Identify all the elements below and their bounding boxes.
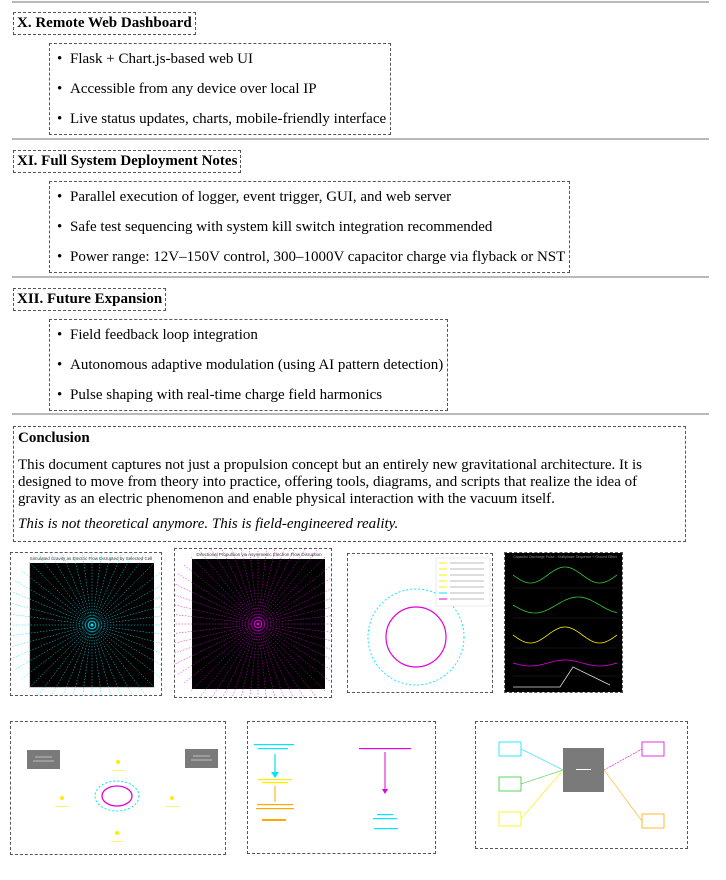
emitter-dots — [60, 760, 174, 835]
top-right-label — [359, 748, 411, 749]
node-top-left — [499, 742, 521, 756]
list-item: • Safe test sequencing with system kill switch integration recommended — [50, 212, 565, 242]
arrow-head — [271, 772, 279, 778]
conclusion-box — [13, 426, 686, 542]
signal-flow-diagram — [248, 722, 435, 853]
section-rule — [12, 138, 709, 140]
device-box-right — [185, 749, 218, 768]
list-item: • Accessible from any device over local IP — [50, 74, 386, 104]
plot-background — [505, 553, 622, 692]
figure-discharge-pulse — [504, 552, 623, 693]
bullet-list — [49, 43, 391, 135]
section-title-box — [13, 288, 166, 311]
legend-label — [450, 575, 484, 576]
arrow-head — [382, 789, 388, 794]
field-rings-plot — [348, 554, 492, 692]
discharge-pulse-plot — [505, 553, 622, 692]
radial-flow-plot — [11, 553, 161, 695]
figure-title: Capacitor Discharge Pulse - Multiphase Sequence + Ground Effect — [513, 555, 617, 559]
inner-field-ring — [102, 786, 132, 806]
figure-signal-flow — [247, 721, 436, 854]
figure-radial-flow — [10, 552, 162, 696]
device-box-left — [27, 750, 60, 769]
figure-title: Simulated Gravity as Electric Flow Disrupted by Selected Cell — [29, 556, 153, 561]
hub-network-diagram — [476, 722, 687, 848]
legend-label — [450, 599, 484, 600]
figure-device-layout — [10, 721, 226, 855]
list-item: • Flask + Chart.js-based web UI — [50, 44, 386, 74]
list-item: • Field feedback loop integration — [50, 320, 443, 350]
node-middle-left — [499, 777, 521, 791]
figure-directional-propulsion — [174, 548, 332, 698]
list-item: • Power range: 12V–150V control, 300–1000V capacitor charge via flyback or NST — [50, 242, 565, 272]
top-rule — [12, 1, 709, 3]
legend — [436, 558, 490, 606]
list-item: • Parallel execution of logger, event trigger, GUI, and web server — [50, 182, 565, 212]
legend-label — [450, 563, 484, 564]
conclusion-title: Conclusion — [18, 430, 90, 446]
middle-left-label — [258, 779, 292, 783]
bullet-list — [49, 181, 570, 273]
section-rule — [12, 413, 709, 415]
figure-hub-network — [475, 721, 688, 849]
node-bottom-right — [642, 814, 664, 828]
legend-label — [450, 587, 484, 588]
legend-label — [450, 569, 484, 570]
directional-propulsion-plot — [175, 549, 331, 697]
section-title-box — [13, 150, 241, 173]
conclusion-body: This document captures not just a propulsion concept but an entirely new gravitational architecture. It is designed to move from theory into practice, offering tools, diagrams, and scripts that realize the idea of gravity as an electric phenomenon and enable physical interaction with the vacuum itself. — [18, 457, 642, 507]
conclusion-italic: This is not theoretical anymore. This is field-engineered reality. — [18, 516, 399, 532]
legend-label — [450, 593, 484, 594]
section-title: X. Remote Web Dashboard — [17, 15, 192, 31]
section-rule — [12, 276, 709, 278]
section-title: XI. Full System Deployment Notes — [17, 153, 238, 169]
section-title-box — [13, 12, 196, 35]
device-layout-diagram — [11, 722, 225, 854]
bottom-left-label — [256, 804, 294, 821]
figure-field-rings — [347, 553, 493, 693]
inner-ring — [386, 607, 446, 667]
node-bottom-left — [499, 812, 521, 826]
bottom-right-label — [373, 814, 398, 829]
central-hub-label — [576, 769, 591, 770]
top-left-label — [254, 744, 294, 749]
bullet-list — [49, 319, 448, 411]
figure-title: Directional Propulsion via Asymmetric Electron Flow Disruption — [196, 552, 322, 557]
list-item: • Pulse shaping with real-time charge field harmonics — [50, 380, 443, 410]
list-item: • Live status updates, charts, mobile-friendly interface — [50, 104, 386, 134]
section-title: XII. Future Expansion — [17, 291, 163, 307]
list-item: • Autonomous adaptive modulation (using AI pattern detection) — [50, 350, 443, 380]
legend-label — [450, 581, 484, 582]
node-top-right — [642, 742, 664, 756]
